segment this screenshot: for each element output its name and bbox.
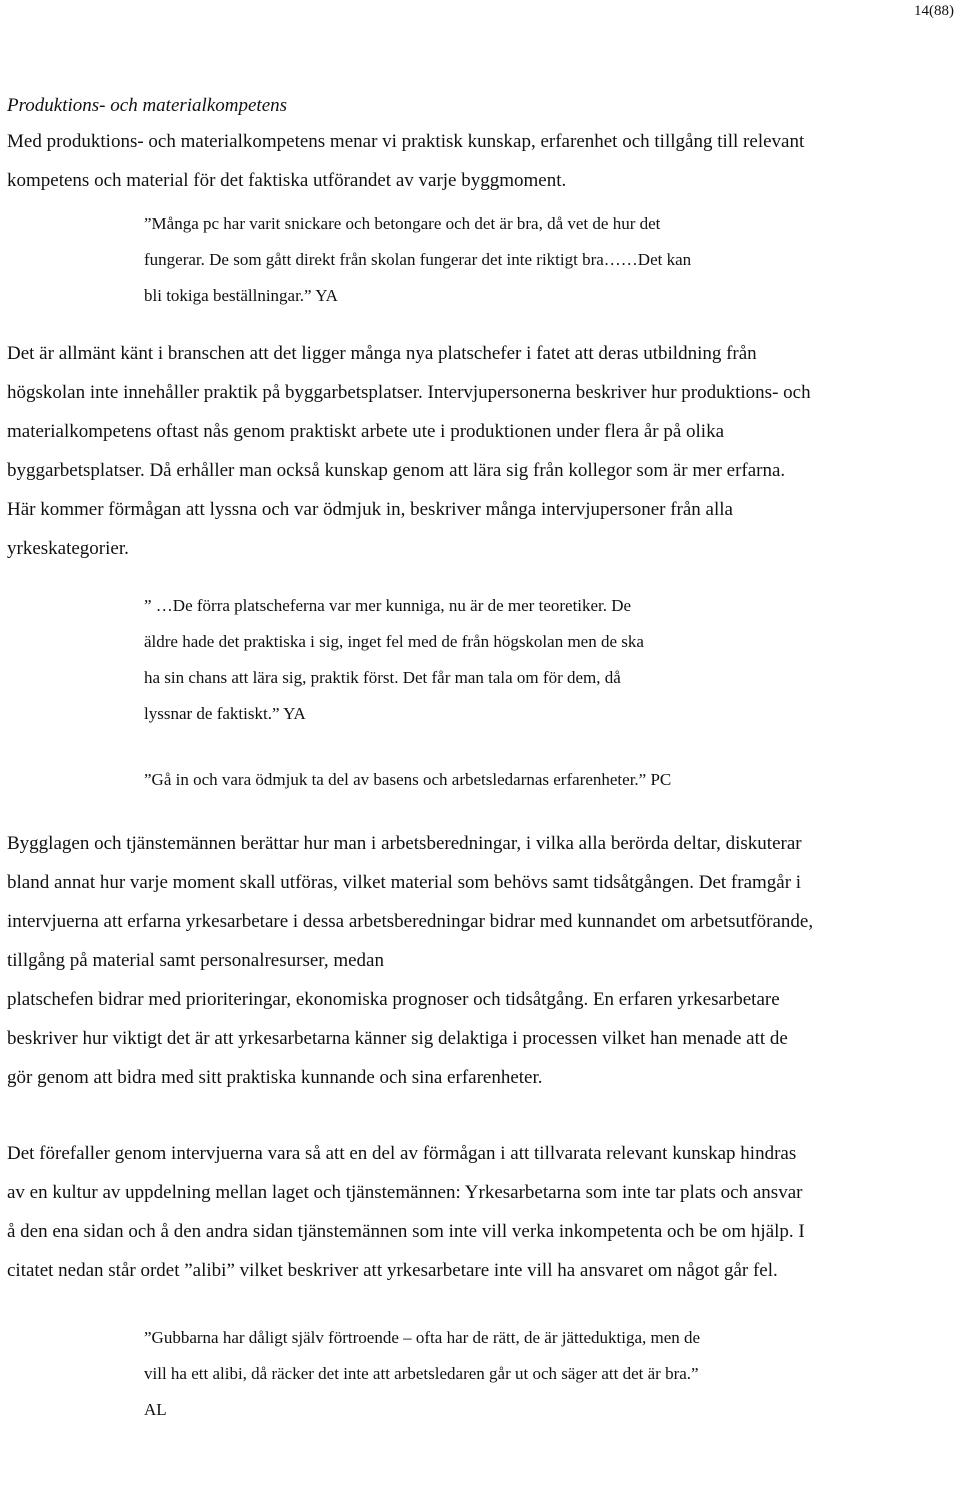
quote-block <box>144 588 824 732</box>
text-line: byggarbetsplatser. Då erhåller man också kunskap genom att lära sig från kollegor som är mer erfarna. <box>7 460 786 481</box>
quote-line: ”Gubbarna har dåligt själv förtroende – ofta har de rätt, de är jätteduktiga, men de <box>144 1328 701 1347</box>
text-line: materialkompetens oftast nås genom praktiskt arbete ute i produktionen under flera år på olika <box>7 421 725 442</box>
quote-line: ” …De förra platscheferna var mer kunniga, nu är de mer teoretiker. De <box>144 596 632 615</box>
text-line: citatet nedan står ordet ”alibi” vilket beskriver att yrkesarbetare inte vill ha ansvaret om något går fel. <box>7 1260 778 1281</box>
text-line: intervjuerna att erfarna yrkesarbetare i dessa arbetsberedningar bidrar med kunnandet om arbetsutförande, <box>7 911 814 932</box>
quote-line: fungerar. De som gått direkt från skolan fungerar det inte riktigt bra……Det kan <box>144 250 692 269</box>
quote-line: ha sin chans att lära sig, praktik först. Det får man tala om för dem, då <box>144 668 621 687</box>
quote-line: lyssnar de faktiskt.” YA <box>144 704 306 723</box>
body-paragraph <box>7 824 955 1097</box>
quote-line: ”Gå in och vara ödmjuk ta del av basens och arbetsledarnas erfarenheter.” PC <box>144 770 672 789</box>
body-paragraph <box>7 1134 955 1290</box>
text-line: tillgång på material samt personalresurser, medan <box>7 950 384 971</box>
text-line: Det förefaller genom intervjuerna vara så att en del av förmågan i att tillvarata relevant kunskap hindras <box>7 1143 797 1164</box>
text-line: kompetens och material för det faktiska utförandet av varje byggmoment. <box>7 170 567 191</box>
text-line: Med produktions- och materialkompetens menar vi praktisk kunskap, erfarenhet och tillgång till relevant <box>7 131 805 152</box>
quote-line: bli tokiga beställningar.” YA <box>144 286 338 305</box>
document-body <box>7 94 955 1428</box>
text-line: bland annat hur varje moment skall utföras, vilket material som behövs samt tidsåtgången. Det framgår i <box>7 872 802 893</box>
quote-line: AL <box>144 1400 167 1419</box>
text-line: Bygglagen och tjänstemännen berättar hur man i arbetsberedningar, i vilka alla berörda deltar, diskuterar <box>7 833 802 854</box>
text-line: gör genom att bidra med sitt praktiska kunnande och sina erfarenheter. <box>7 1067 543 1088</box>
section-heading: Produktions- och materialkompetens <box>7 95 288 116</box>
quote-line: äldre hade det praktiska i sig, inget fel med de från högskolan men de ska <box>144 632 644 651</box>
text-line: yrkeskategorier. <box>7 538 129 559</box>
intro-paragraph <box>7 122 955 200</box>
quote-block <box>144 206 824 314</box>
text-line: Det är allmänt känt i branschen att det ligger många nya platschefer i fatet att deras utbildning från <box>7 343 757 364</box>
page-number: 14(88) <box>914 3 954 19</box>
quote-line: vill ha ett alibi, då räcker det inte att arbetsledaren går ut och säger att det är bra.” <box>144 1364 699 1383</box>
text-line: beskriver hur viktigt det är att yrkesarbetarna känner sig delaktiga i processen vilket han menade att de <box>7 1028 788 1049</box>
quote-block <box>144 762 824 798</box>
quote-line: ”Många pc har varit snickare och betongare och det är bra, då vet de hur det <box>144 214 661 233</box>
text-line: å den ena sidan och å den andra sidan tjänstemännen som inte vill verka inkompetenta och be om hjälp. I <box>7 1221 805 1242</box>
body-paragraph <box>7 334 955 568</box>
text-line: platschefen bidrar med prioriteringar, ekonomiska prognoser och tidsåtgång. En erfaren yrkesarbetare <box>7 989 780 1010</box>
text-line: av en kultur av uppdelning mellan laget och tjänstemännen: Yrkesarbetarna som inte tar plats och ansvar <box>7 1182 803 1203</box>
text-line: högskolan inte innehåller praktik på byggarbetsplatser. Intervjupersonerna beskriver hur produktions- och <box>7 382 811 403</box>
quote-block <box>144 1320 824 1428</box>
text-line: Här kommer förmågan att lyssna och var ödmjuk in, beskriver många intervjupersoner från alla <box>7 499 733 520</box>
